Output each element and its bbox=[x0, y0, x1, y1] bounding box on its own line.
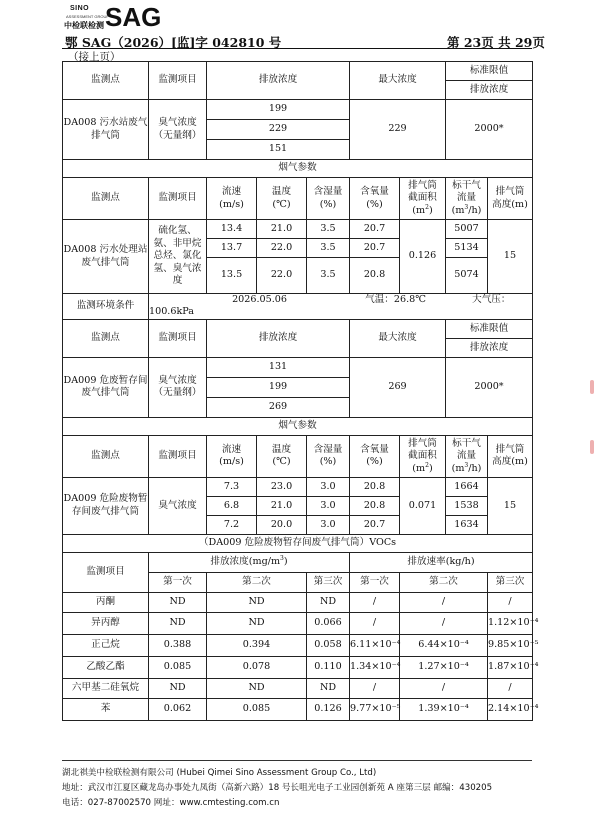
da008-o2-3: 20.8 bbox=[350, 258, 400, 294]
da008-flow-1: 13.4 bbox=[207, 220, 257, 239]
logo-sino-text: SINO bbox=[70, 5, 90, 12]
page-number: 第 23页 共 29页 bbox=[447, 35, 545, 50]
vocs-cell: 0.058 bbox=[307, 634, 350, 656]
da009-moist-3: 3.0 bbox=[307, 515, 350, 534]
vocs-header-conc: 排放浓度$(mg/m^3)$ bbox=[149, 552, 350, 572]
da008-moist-1: 3.5 bbox=[307, 220, 350, 239]
vocs-row-name: 正己烷 bbox=[63, 634, 149, 656]
vocs-cell: / bbox=[350, 612, 400, 634]
da009-header-max-conc: 最大浓度 bbox=[350, 319, 446, 357]
logo-assessment-text: ASSESSMENT GROUP bbox=[66, 14, 110, 19]
vocs-cell: ND bbox=[207, 592, 307, 612]
continued-note: （接上页） bbox=[68, 51, 121, 63]
da009-o2-2: 20.8 bbox=[350, 496, 400, 515]
vocs-conc-second: 第二次 bbox=[207, 572, 307, 592]
da008-flow-3: 13.5 bbox=[207, 258, 257, 294]
da009-odor-item: 臭气浓度（无量纲） bbox=[149, 357, 207, 417]
env-date: 2026.05.06 bbox=[232, 294, 287, 305]
vocs-cell: 2.14×10⁻⁴ bbox=[488, 698, 533, 720]
da008-odor-3: 151 bbox=[207, 140, 350, 160]
da008-flue-items: 硫化氢、氨、非甲烷总烃、氯化氢、臭气浓度 bbox=[149, 220, 207, 294]
vocs-rate-first: 第一次 bbox=[350, 572, 400, 592]
vocs-cell: 1.39×10⁻⁴ bbox=[400, 698, 488, 720]
da009-height: 15 bbox=[488, 477, 533, 534]
da009-header-item: 监测项目 bbox=[149, 319, 207, 357]
vocs-cell: ND bbox=[307, 678, 350, 698]
vocs-cell: / bbox=[400, 592, 488, 612]
da009-dry-2: 1538 bbox=[446, 496, 488, 515]
vocs-cell: 0.126 bbox=[307, 698, 350, 720]
da008-odor-1: 199 bbox=[207, 100, 350, 120]
header-emission-conc: 排放浓度 bbox=[207, 62, 350, 100]
vocs-cell: 6.11×10⁻⁴ bbox=[350, 634, 400, 656]
da008-temp-3: 22.0 bbox=[257, 258, 307, 294]
stamp-edge-mark bbox=[590, 440, 594, 454]
vocs-row-name: 异丙醇 bbox=[63, 612, 149, 634]
da009-flue-header-height: 排气筒 高度(m) bbox=[488, 435, 533, 477]
header-rule bbox=[62, 48, 532, 49]
da009-o2-3: 20.7 bbox=[350, 515, 400, 534]
vocs-header-item: 监测项目 bbox=[63, 552, 149, 592]
da008-dry-1: 5007 bbox=[446, 220, 488, 239]
da009-header-point: 监测点 bbox=[63, 319, 149, 357]
da009-flue-header-area: 排气筒 截面积 $(m^2)$ bbox=[400, 435, 446, 477]
logo-cn-text: 中检联检测 bbox=[64, 21, 104, 30]
vocs-cell: / bbox=[350, 678, 400, 698]
da009-flow-2: 6.8 bbox=[207, 496, 257, 515]
vocs-cell: / bbox=[400, 612, 488, 634]
da009-moist-2: 3.0 bbox=[307, 496, 350, 515]
vocs-cell: ND bbox=[207, 612, 307, 634]
da009-flue-point: DA009 危险废物暂存间废气排气筒 bbox=[63, 477, 149, 534]
da009-temp-1: 23.0 bbox=[257, 477, 307, 496]
da008-temp-1: 21.0 bbox=[257, 220, 307, 239]
footer-contact: 电话：027-87002570 网址：www.cmtesting.com.cn bbox=[62, 798, 280, 808]
vocs-header-rate: 排放速率(kg/h) bbox=[350, 552, 533, 572]
da009-flow-1: 7.3 bbox=[207, 477, 257, 496]
da009-header-standard-limit: 标准限值 bbox=[446, 319, 533, 338]
da009-flue-header-oxygen: 含氧量 (%) bbox=[350, 435, 400, 477]
vocs-conc-first: 第一次 bbox=[149, 572, 207, 592]
vocs-cell: ND bbox=[149, 612, 207, 634]
da008-moist-2: 3.5 bbox=[307, 239, 350, 258]
da009-point: DA009 危废暂存间废气排气筒 bbox=[63, 357, 149, 417]
report-number: 鄂 SAG（2026）[监]字 042810 号 bbox=[65, 35, 282, 50]
vocs-row-name: 苯 bbox=[63, 698, 149, 720]
da009-max: 269 bbox=[350, 357, 446, 417]
da008-dry-2: 5134 bbox=[446, 239, 488, 258]
flue-header-point: 监测点 bbox=[63, 178, 149, 220]
da009-flue-header-dry-flow: 标干气 流量 $(m^3/h)$ bbox=[446, 435, 488, 477]
da008-odor-2: 229 bbox=[207, 120, 350, 140]
da009-flow-3: 7.2 bbox=[207, 515, 257, 534]
vocs-cell: 9.85×10⁻⁵ bbox=[488, 634, 533, 656]
da009-flue-params-title: 烟气参数 bbox=[63, 417, 533, 435]
vocs-row-name: 丙酮 bbox=[63, 592, 149, 612]
header-limit-conc: 排放浓度 bbox=[446, 81, 533, 100]
da008-dry-3: 5074 bbox=[446, 258, 488, 294]
flue-header-moisture: 含湿量 (%) bbox=[307, 178, 350, 220]
da009-moist-1: 3.0 bbox=[307, 477, 350, 496]
vocs-row-name: 六甲基二硅氧烷 bbox=[63, 678, 149, 698]
monitoring-table bbox=[62, 61, 539, 721]
flue-header-flow: 流速 (m/s) bbox=[207, 178, 257, 220]
da009-flue-header-point: 监测点 bbox=[63, 435, 149, 477]
flue-header-dry-flow: 标干气 流量 $(m^3/h)$ bbox=[446, 178, 488, 220]
env-pressure: 大气压：100.6kPa bbox=[149, 294, 511, 318]
da009-dry-3: 1634 bbox=[446, 515, 488, 534]
da008-flow-2: 13.7 bbox=[207, 239, 257, 258]
vocs-cell: 1.27×10⁻⁴ bbox=[400, 656, 488, 678]
da009-odor-3: 269 bbox=[207, 397, 350, 417]
da009-odor-2: 199 bbox=[207, 377, 350, 397]
env-conditions bbox=[149, 294, 533, 320]
vocs-row-name: 乙酸乙酯 bbox=[63, 656, 149, 678]
flue-header-height: 排气筒 高度(m) bbox=[488, 178, 533, 220]
logo-sag-text: SAG bbox=[105, 2, 162, 32]
env-label: 监测环境条件 bbox=[63, 294, 149, 320]
da009-flue-header-item: 监测项目 bbox=[149, 435, 207, 477]
da008-point: DA008 污水站废气排气筒 bbox=[63, 100, 149, 160]
vocs-rate-third: 第三次 bbox=[488, 572, 533, 592]
da008-max: 229 bbox=[350, 100, 446, 160]
vocs-cell: ND bbox=[307, 592, 350, 612]
vocs-cell: / bbox=[350, 592, 400, 612]
vocs-cell: / bbox=[488, 678, 533, 698]
da009-header-emission-conc: 排放浓度 bbox=[207, 319, 350, 357]
vocs-cell: 1.12×10⁻⁴ bbox=[488, 612, 533, 634]
da008-o2-1: 20.7 bbox=[350, 220, 400, 239]
vocs-cell: 0.062 bbox=[149, 698, 207, 720]
da008-odor-item: 臭气浓度（无量纲） bbox=[149, 100, 207, 160]
header-standard-limit: 标准限值 bbox=[446, 62, 533, 81]
da009-area: 0.071 bbox=[400, 477, 446, 534]
da009-header-limit-conc: 排放浓度 bbox=[446, 338, 533, 357]
vocs-cell: 0.066 bbox=[307, 612, 350, 634]
da009-dry-1: 1664 bbox=[446, 477, 488, 496]
footer-company: 湖北祺美中检联检测有限公司 (Hubei Qimei Sino Assessment Group Co., Ltd) bbox=[62, 768, 377, 778]
vocs-cell: 1.34×10⁻⁴ bbox=[350, 656, 400, 678]
header-item: 监测项目 bbox=[149, 62, 207, 100]
da008-flue-point: DA008 污水处理站废气排气筒 bbox=[63, 220, 149, 294]
header-max-conc: 最大浓度 bbox=[350, 62, 446, 100]
vocs-cell: ND bbox=[149, 592, 207, 612]
da008-o2-2: 20.7 bbox=[350, 239, 400, 258]
da008-moist-3: 3.5 bbox=[307, 258, 350, 294]
flue-header-item: 监测项目 bbox=[149, 178, 207, 220]
da008-limit: 2000* bbox=[446, 100, 533, 160]
footer-rule bbox=[62, 760, 532, 761]
flue-params-title: 烟气参数 bbox=[63, 160, 533, 178]
vocs-cell: / bbox=[488, 592, 533, 612]
flue-header-area: 排气筒 截面积 $(m^2)$ bbox=[400, 178, 446, 220]
flue-header-temp: 温度 (℃) bbox=[257, 178, 307, 220]
vocs-cell: ND bbox=[149, 678, 207, 698]
stamp-edge-mark bbox=[590, 380, 594, 394]
da009-limit: 2000* bbox=[446, 357, 533, 417]
header-point: 监测点 bbox=[63, 62, 149, 100]
da009-temp-2: 21.0 bbox=[257, 496, 307, 515]
da009-odor-1: 131 bbox=[207, 357, 350, 377]
vocs-conc-third: 第三次 bbox=[307, 572, 350, 592]
vocs-cell: 0.110 bbox=[307, 656, 350, 678]
da009-flue-header-moisture: 含湿量 (%) bbox=[307, 435, 350, 477]
da008-temp-2: 22.0 bbox=[257, 239, 307, 258]
da008-height: 15 bbox=[488, 220, 533, 294]
vocs-cell: ND bbox=[207, 678, 307, 698]
da009-flue-header-flow: 流速 (m/s) bbox=[207, 435, 257, 477]
vocs-cell: 9.77×10⁻⁵ bbox=[350, 698, 400, 720]
da009-flue-header-temp: 温度 (℃) bbox=[257, 435, 307, 477]
vocs-cell: 0.085 bbox=[207, 698, 307, 720]
vocs-rate-second: 第二次 bbox=[400, 572, 488, 592]
da009-o2-1: 20.8 bbox=[350, 477, 400, 496]
vocs-cell: 0.394 bbox=[207, 634, 307, 656]
vocs-cell: 0.078 bbox=[207, 656, 307, 678]
vocs-cell: 1.87×10⁻⁴ bbox=[488, 656, 533, 678]
da009-flue-items: 臭气浓度 bbox=[149, 477, 207, 534]
vocs-cell: 0.388 bbox=[149, 634, 207, 656]
da009-temp-3: 20.0 bbox=[257, 515, 307, 534]
da008-area: 0.126 bbox=[400, 220, 446, 294]
footer-address: 地址：武汉市江夏区藏龙岛办事处九凤街（高新六路）18 号长咀光电子工业园创新苑 A 座第三层 邮编：430205 bbox=[62, 783, 493, 793]
vocs-title: （DA009 危险废物暂存间废气排气筒）VOCs bbox=[63, 534, 533, 552]
vocs-cell: 0.085 bbox=[149, 656, 207, 678]
vocs-cell: 6.44×10⁻⁴ bbox=[400, 634, 488, 656]
flue-header-oxygen: 含氧量 (%) bbox=[350, 178, 400, 220]
env-air-temp: 气温：26.8℃ bbox=[365, 294, 426, 305]
vocs-cell: / bbox=[400, 678, 488, 698]
